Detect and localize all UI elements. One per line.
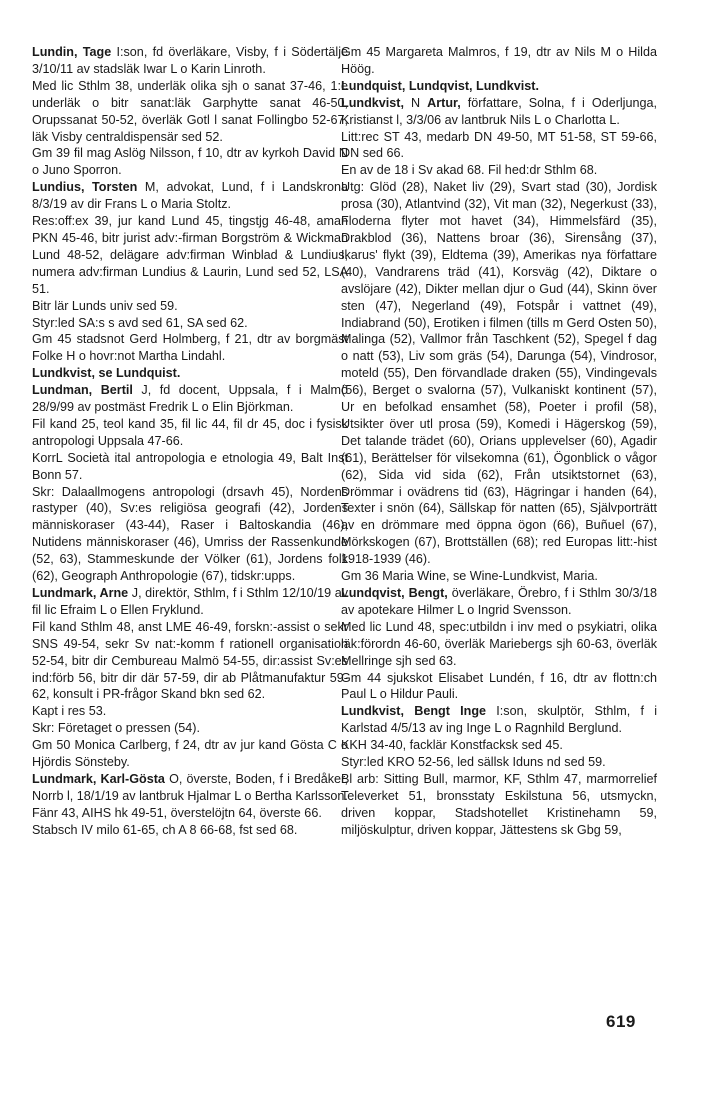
- entry-lundman-bertil: [32, 382, 348, 585]
- entry-intro: [32, 179, 348, 213]
- entry-paragraph: Fänr 43, AIHS hk 49-51, överstelöjtn 64, överste 66.: [32, 805, 322, 820]
- entry-text: I:son, fd överläkare, Visby, f i Södertälje 3/10/11 av stadsläk Iwar L o Karin Linroth.: [32, 45, 349, 76]
- entry-lundkvist-artur: [341, 95, 657, 585]
- entry-initial: N: [403, 95, 428, 110]
- entry-paragraph: Styr:led KRO 52-56, led sällsk Iduns nd sed 59.: [341, 755, 606, 770]
- headword: Lundquist, Lundqvist, Lundkvist.: [341, 78, 539, 93]
- headword: Lundqvist, Bengt,: [341, 586, 448, 600]
- entry-text: O, överste, Boden, f i Bredåker, Norrb l, 18/1/19 av lantbruk Hjalmar L o Bertha Karlsson.: [32, 771, 349, 803]
- entry-text: M, advokat, Lund, f i Landskrona 8/3/19 av dir Frans L o Maria Stoltz.: [32, 180, 348, 212]
- headword: Lundmark, Arne: [32, 586, 129, 600]
- left-column: [32, 44, 348, 839]
- continued-paragraph: Gm 45 Margareta Malmros, f 19, dtr av Nils M o Hilda Höög.: [341, 45, 657, 76]
- entry-paragraph: Skr: Dalaallmogens antropologi (drsavh 45), Nordens rastyper (40), Sv:es religiösa geografi (42), Jordens människoraser (43-44), Raser i Baltoskandia (46), Nutidens människoraser (46), Umriss der Rassenkunde (52, 63), Stammeskunde der Völker (61), Jordens folk (62), Geograph Anthropologie (67), tidskr:upps.: [32, 484, 348, 584]
- entry-intro: [32, 771, 348, 805]
- entry-paragraph: Med lic Lund 48, spec:utbildn i inv med o psykiatri, olika läk:förordn 46-60, överläk Mariebergs sjh 60-63, överläk Mellringe sjh sed 63.: [341, 619, 657, 668]
- entry-lundmark-karl-gosta: [32, 771, 348, 839]
- entry-paragraph: Gm 39 fil mag Aslög Nilsson, f 10, dtr av kyrkoh David N o Juno Sporron.: [32, 146, 348, 178]
- entry-paragraph: KKH 34-40, facklär Konstfacksk sed 45.: [341, 738, 563, 753]
- entry-paragraph: Fil kand 25, teol kand 35, fil lic 44, fil dr 45, doc i fysisk antropologi Uppsala 47-66.: [32, 416, 348, 448]
- headword: Lundmark, Karl-Gösta: [32, 771, 165, 786]
- headword: Lundkvist,: [32, 366, 95, 381]
- entry-intro: [341, 78, 657, 95]
- entry-intro: [32, 44, 348, 78]
- page-number: 619: [606, 1012, 636, 1031]
- entry-paragraph: Gm 36 Maria Wine, se Wine-Lundkvist, Maria.: [341, 569, 598, 584]
- headword-given-name: Artur,: [427, 95, 461, 110]
- cross-reference: se Lundquist.: [94, 366, 181, 381]
- entry-paragraph: En av de 18 i Sv akad 68. Fil hed:dr Sthlm 68.: [341, 163, 598, 178]
- entry-lundquist-header: [341, 78, 657, 95]
- entry-intro: [341, 95, 657, 129]
- entry-paragraph: Fil kand Sthlm 48, anst LME 46-49, forskn:-assist o sekr SNS 49-54, sekr Sv nat:-komm f rationell organisation 52-54, bitr dir Cembureau Malmö 54-55, dir:assist Sv:es ind:förb 56, bitr dir där 57-59, dir ab Plåtmanufaktur 59-62, konsult i PR-frågor Skand bkn sed 62.: [32, 619, 348, 702]
- entry-paragraph: Gm 44 sjukskot Elisabet Lundén, f 16, dtr av flottn:ch Paul L o Hildur Pauli.: [341, 670, 657, 702]
- entry-paragraph: Med lic Sthlm 38, underläk olika sjh o sanat 37-46, 1:e underläk o bitr sanat:läk Garphytte sanat 46-50, Orupssanat 50-52, överläk Gotl l sanat Follingbo 52-67, läk Visby centraldispensär sed 52.: [32, 78, 348, 144]
- entry-intro: [32, 365, 348, 382]
- entry-text: författare, Solna, f i Oderljunga, Kristianst l, 3/3/06 av lantbruk Nils L o Charlotta L.: [341, 95, 657, 127]
- entry-paragraph: Utg: Glöd (28), Naket liv (29), Svart stad (30), Jordisk prosa (30), Atlantvind (32), Vit man (32), Negerkust (33), Floderna flyter mot havet (34), Himmelsfärd (35), Drakblod (36), Nattens broar (36), Sirensång (37), Ikarus' flykt (39), Eldtema (39), Amerikas nya författare (40), Vandrarens träd (41), Korsväg (42), Diktare o avslöjare (42), Dikter mellan djur o Gud (44), Skinn över sten (47), Negerland (49), Fotspår i vattnet (49), Indiabrand (50), Erotiken i filmen (tills m Gerd Osten 50), Malinga (52), Vallmor från Taschkent (52), Spegel f dag o natt (53), Liv som gräs (54), Darunga (54), Vindrosor, moteld (55), Den förvandlade draken (55), Vindingevals (56), Berget o svalorna (57), Vulkaniskt kontinent (57), Ur en befolkad ensamhet (58), Poeter i profil (58), Utsikter över utl prosa (59), Komedi i Hägerskog (59), Det talande trädet (60), Orians upplevelser (60), Agadir (61), Berättelser för vilsekomna (61), Ögonblick o vågor (62), Sida vid sida (62), Från utsiktstornet (63), Drömmar i ovädrens tid (63), Hägringar i handen (64), Texter i snön (64), Sällskap för natten (65), Självporträtt av en drömmare med öppna ögon (66), Buñuel (67), Mörkskogen (67), Brottställen (68); red Europas litt:-hist 1918-1939 (46).: [341, 180, 657, 567]
- entry-paragraph: Bl arb: Sitting Bull, marmor, KF, Sthlm 47, marmorrelief Televerket 51, bronsstaty Eskilstuna 56, utsmyckn, driven koppar, Stadshotellet Kristinehamn 59, miljöskulptur, driven koppar, Jättestens sk Gbg 59,: [341, 771, 657, 837]
- entry-lundkvist-crossref: [32, 365, 348, 382]
- entry-lundin-tage: [32, 44, 348, 179]
- entry-text: J, direktör, Sthlm, f i Sthlm 12/10/19 av fil lic Efraim L o Ellen Fryklund.: [32, 586, 348, 617]
- entry-intro: [32, 382, 348, 416]
- entry-paragraph: Litt:rec ST 43, medarb DN 49-50, MT 51-58, ST 59-66, DN sed 66.: [341, 129, 657, 161]
- entry-paragraph: Bitr lär Lunds univ sed 59.: [32, 298, 178, 313]
- entry-paragraph: KorrL Società ital antropologia e etnologia 49, Balt Inst Bonn 57.: [32, 450, 348, 482]
- entry-intro: [341, 585, 657, 619]
- headword: Lundkvist, Bengt Inge: [341, 704, 487, 719]
- entry-paragraph: Gm 45 stadsnot Gerd Holmberg, f 21, dtr av borgmäst Folke H o hovr:not Martha Lindahl.: [32, 332, 348, 364]
- entry-paragraph: Gm 50 Monica Carlberg, f 24, dtr av jur kand Gösta C o Hjördis Sönsteby.: [32, 738, 348, 770]
- entry-paragraph: Stabsch IV milo 61-65, ch A 8 66-68, fst sed 68.: [32, 822, 298, 837]
- entry-paragraph: Skr: Företaget o pressen (54).: [32, 721, 200, 736]
- headword: Lundius, Torsten: [32, 180, 138, 195]
- entry-intro: [32, 585, 348, 619]
- entry-paragraph: Res:off:ex 39, jur kand Lund 45, tingstjg 46-48, aman PKN 45-46, bitr jurist adv:-firman Borgström & Wickman Lund 48-52, delägare adv:firman Winblad & Lundius, numera adv:firman Lundius & Laurin, Lund sed 52, LSA 51.: [32, 214, 348, 296]
- headword: Lundman, Bertil: [32, 383, 133, 398]
- entry-text: överläkare, Örebro, f i Sthlm 30/3/18 av apotekare Hilmer L o Ingrid Svensson.: [341, 586, 657, 617]
- entry-paragraph: Styr:led SA:s s avd sed 61, SA sed 62.: [32, 315, 248, 330]
- entry-lundqvist-bengt: [341, 585, 657, 703]
- right-column: [341, 44, 657, 839]
- headword: Lundin, Tage: [32, 45, 112, 59]
- entry-lundmark-arne: [32, 585, 348, 771]
- entry-text: J, fd docent, Uppsala, f i Malmö 28/9/99 av postmäst Fredrik L o Elin Björkman.: [32, 383, 348, 415]
- entry-lundkvist-bengt-inge: [341, 703, 657, 838]
- headword: Lundkvist,: [341, 95, 404, 110]
- entry-intro: [341, 703, 657, 737]
- entry-text: I:son, skulptör, Sthlm, f i Karlstad 4/5/13 av ing Inge L o Ragnhild Berglund.: [341, 704, 657, 736]
- entry-paragraph: Kapt i res 53.: [32, 704, 107, 719]
- entry-lundius-torsten: [32, 179, 348, 365]
